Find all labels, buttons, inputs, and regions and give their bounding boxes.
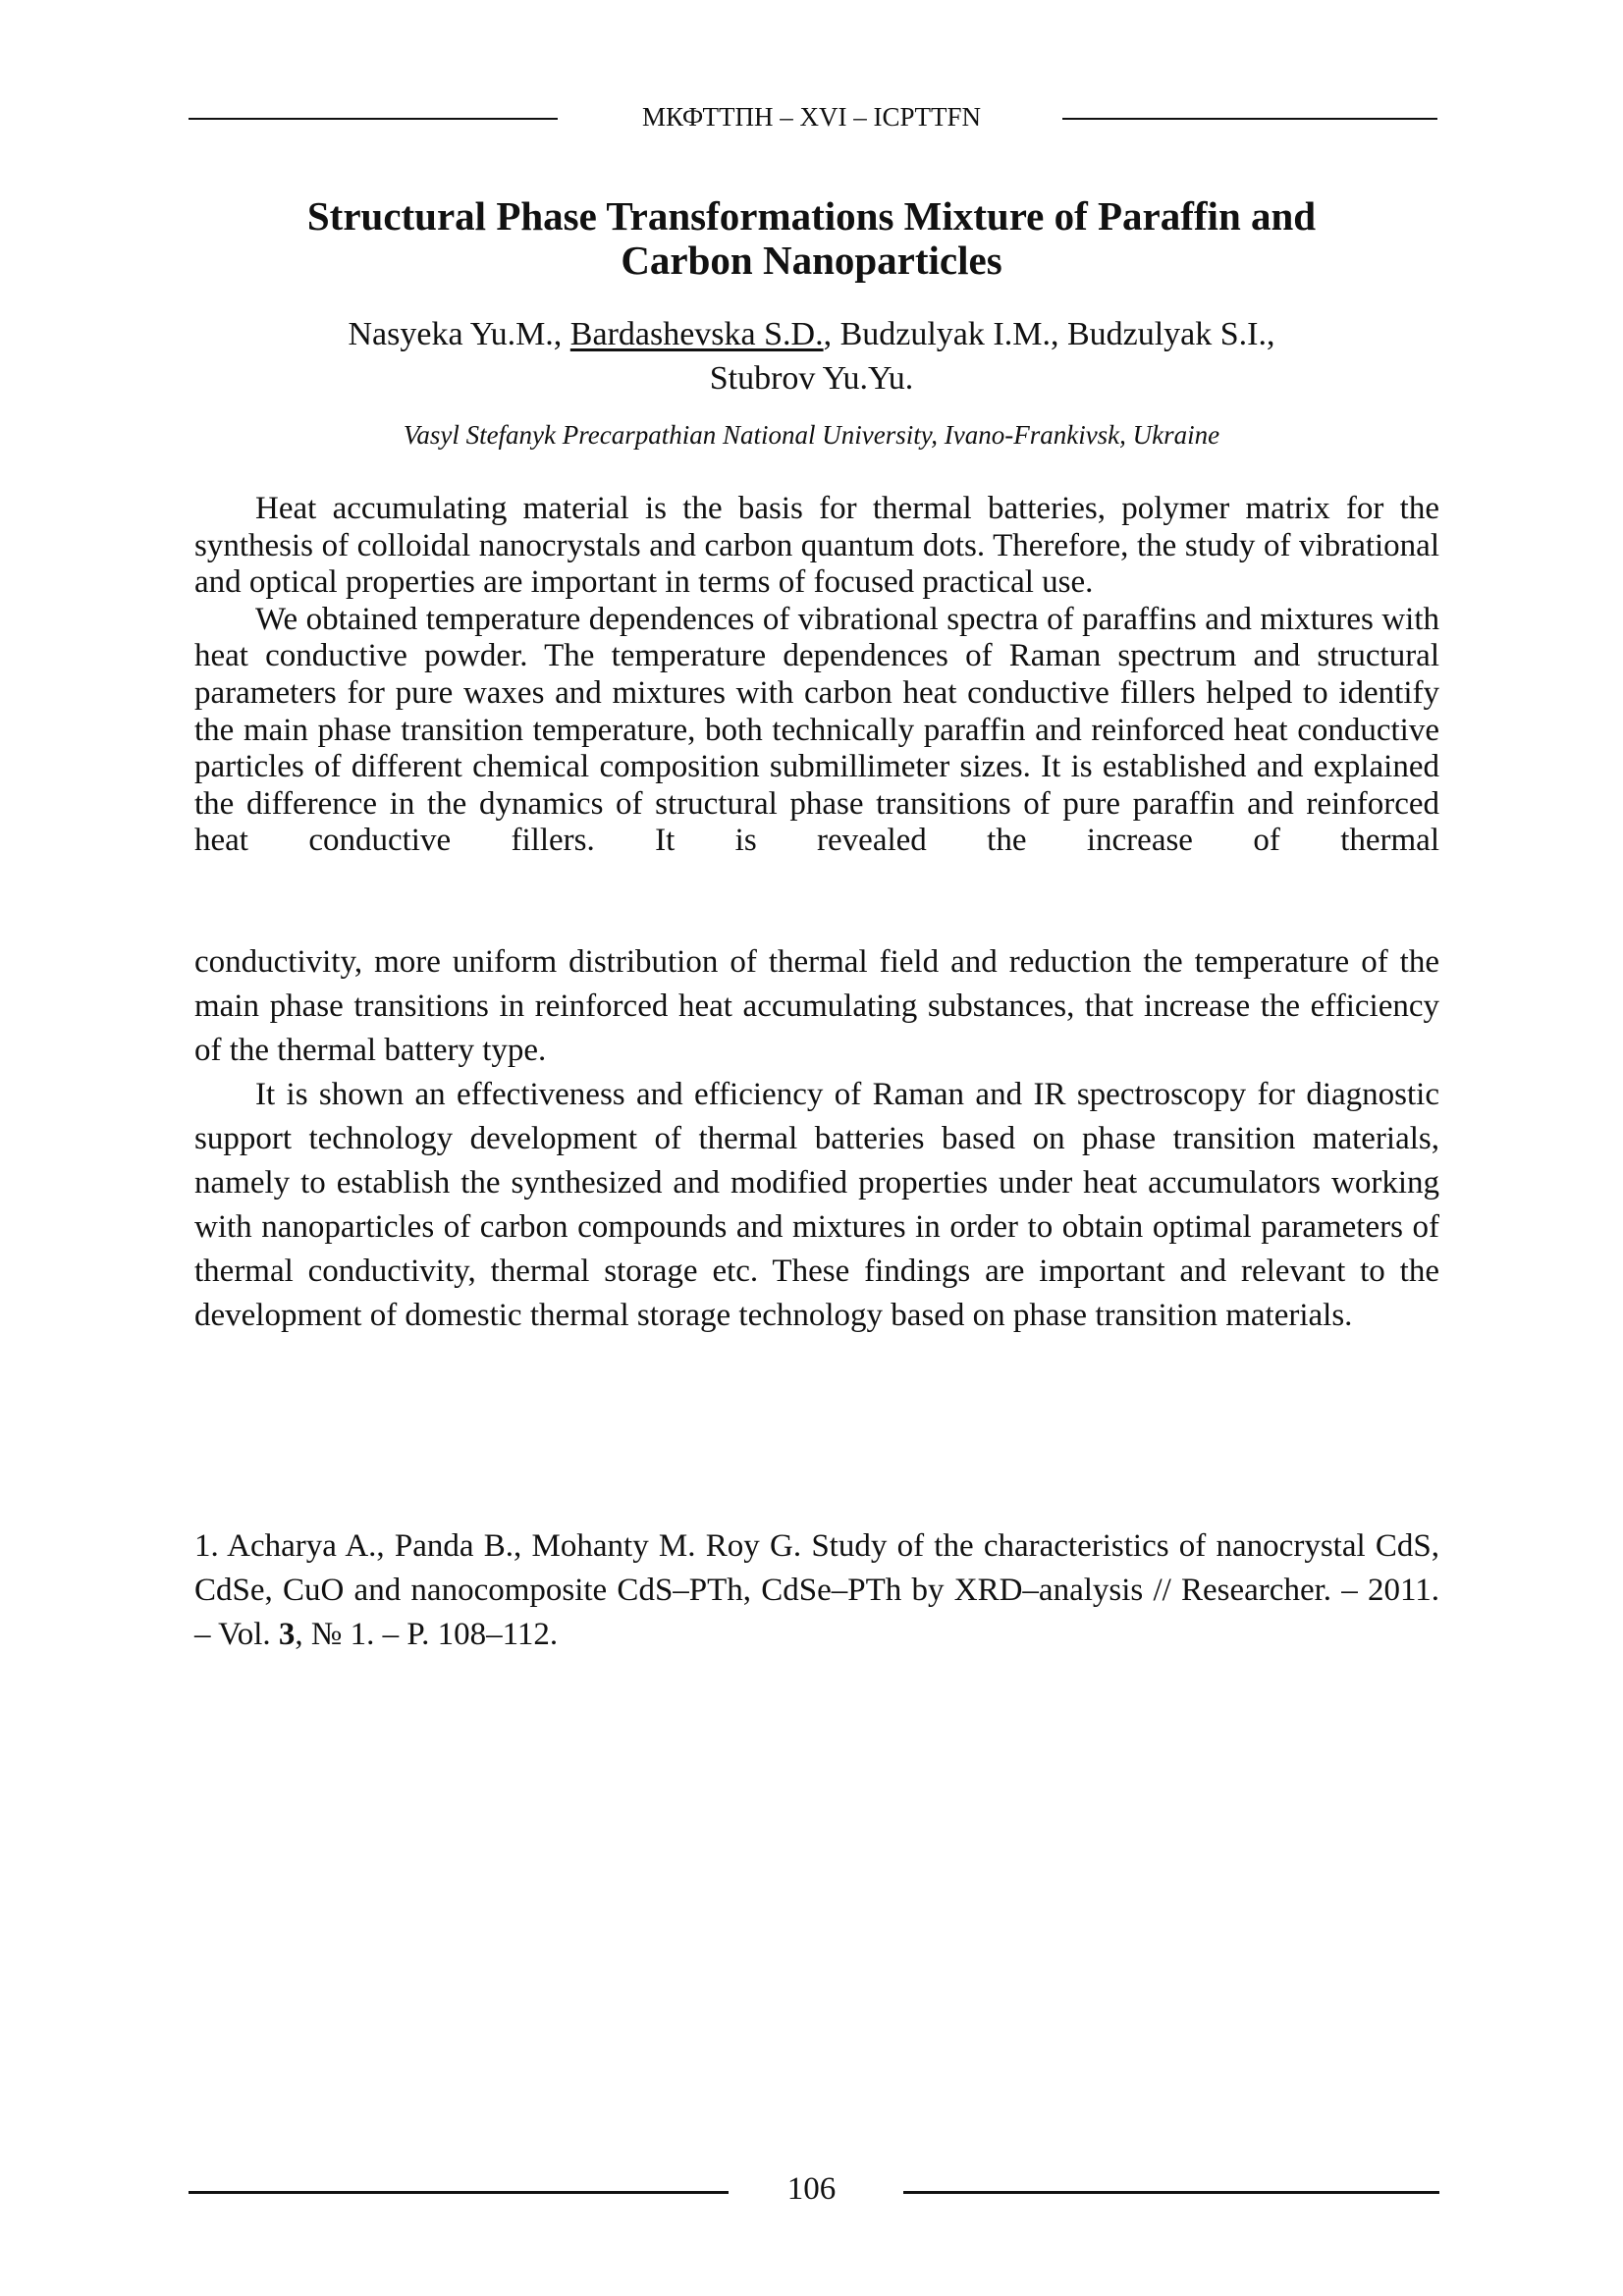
page-number: 106 bbox=[786, 2171, 837, 2207]
reference-list bbox=[194, 1524, 1439, 1657]
abstract-body-tight bbox=[194, 491, 1439, 860]
author-names-rest: , Budzulyak I.M., Budzulyak S.I., bbox=[823, 316, 1275, 352]
article-title bbox=[226, 194, 1397, 283]
paragraph-2: We obtained temperature dependences of vibrational spectra of paraffins and mixtures with heat conductive powder. The temperature dependences of Raman spectrum and structural parameters for pure waxes and mixtures with carbon heat conductive fillers helped to identify the main phase transition temperature, both technically paraffin and reinforced heat conductive particles of different chemical composition submillimeter sizes. It is established and explained the difference in the dynamics of structural phase transitions of pure paraffin and reinforced heat conductive fillers. It is revealed the increase of thermal bbox=[194, 601, 1439, 859]
paragraph-1: Heat accumulating material is the basis for thermal batteries, polymer matrix for the synthesis of colloidal nanocrystals and carbon quantum dots. Therefore, the study of vibrational and optical properties are important in terms of focused practical use. bbox=[194, 491, 1439, 601]
reference-text: 1. Acharya A., Panda B., Mohanty M. Roy G. Study of the characteristics of nanocrystal CdS, CdSe, CuO and nanocomposite CdS–PTh, CdSe–PTh by XRD–analysis // Researcher. – 2011. – Vol. bbox=[194, 1528, 1439, 1652]
title-line-2: Carbon Nanoparticles bbox=[621, 238, 1002, 283]
author-names-start: Nasyeka Yu.M., bbox=[348, 316, 570, 352]
authors-line-1 bbox=[226, 312, 1397, 356]
author-list bbox=[226, 312, 1397, 400]
reference-volume: 3 bbox=[278, 1617, 296, 1652]
paragraph-3: It is shown an effectiveness and efficiency of Raman and IR spectroscopy for diagnostic support technology development of thermal batteries based on phase transition materials, namely to establish the synthesized and modified properties under heat accumulators working with nanoparticles of carbon compounds and mixtures in order to obtain optimal parameters of thermal conductivity, thermal storage etc. These findings are important and relevant to the development of domestic thermal storage technology based on phase transition materials. bbox=[194, 1077, 1439, 1333]
reference-text-end: , № 1. – P. 108–112. bbox=[295, 1617, 559, 1652]
authors-line-2: Stubrov Yu.Yu. bbox=[709, 360, 914, 397]
footer-rule-right bbox=[903, 2191, 1439, 2194]
reference-item bbox=[194, 1524, 1439, 1657]
affiliation: Vasyl Stefanyk Precarpathian National University, Ivano-Frankivsk, Ukraine bbox=[403, 420, 1220, 450]
presenting-author: Bardashevska S.D. bbox=[569, 316, 824, 352]
abstract-body-loose bbox=[194, 940, 1439, 1338]
header-rule-right bbox=[1062, 118, 1437, 120]
title-line-1: Structural Phase Transformations Mixture of Paraffin and bbox=[306, 193, 1317, 239]
paragraph-2-continued: conductivity, more uniform distribution of thermal field and reduction the temperature of the main phase transitions in reinforced heat accumulating substances, that increase the efficiency of the thermal battery type. bbox=[194, 944, 1439, 1068]
running-header: МКФТТПН – XVI – ICPTTFN bbox=[642, 102, 981, 132]
